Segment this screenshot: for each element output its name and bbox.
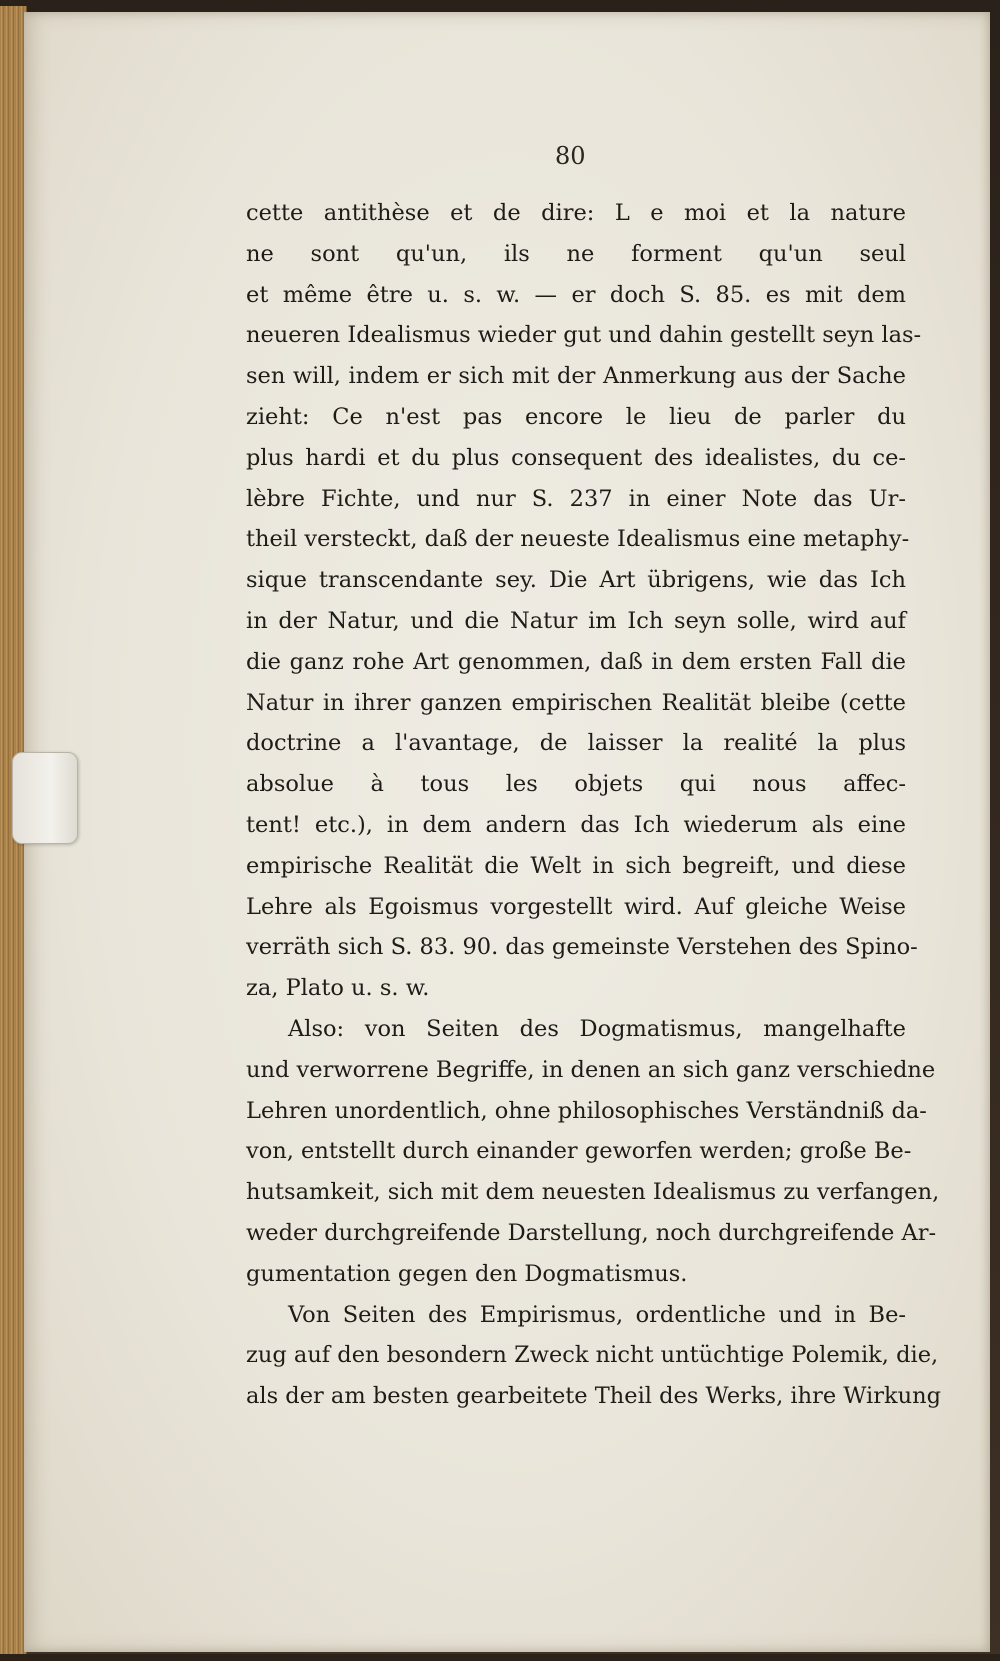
text-line: Von Seiten des Empirismus, ordentliche und in Be- [288, 1301, 906, 1328]
text-line: Also: von Seiten des Dogmatismus, mangelhafte [288, 1015, 906, 1042]
page-number: 80 [555, 142, 586, 170]
text-line: lèbre Fichte, und nur S. 237 in einer Note das Ur- [246, 485, 906, 512]
page-tab-marker [12, 752, 78, 844]
text-line: ne sont qu'un, ils ne forment qu'un seul [246, 240, 906, 267]
text-line: empirische Realität die Welt in sich begreift, und diese [246, 852, 906, 879]
text-line: doctrine a l'avantage, de laisser la realité la plus [246, 730, 906, 757]
text-line: hutsamkeit, sich mit dem neuesten Idealismus zu verfangen, [246, 1179, 940, 1206]
text-line: Lehre als Egoismus vorgestellt wird. Auf gleiche Weise [246, 893, 906, 920]
text-line: gumentation gegen den Dogmatismus. [246, 1260, 688, 1287]
body-text [246, 193, 942, 1417]
text-line: tent! etc.), in dem andern das Ich wiederum als eine [246, 811, 906, 838]
scan-bottom-edge [0, 1654, 1000, 1661]
text-line: von, entstellt durch einander geworfen werden; große Be- [246, 1138, 912, 1165]
text-line: die ganz rohe Art genommen, daß in dem ersten Fall die [246, 648, 906, 675]
text-line: Lehren unordentlich, ohne philosophisches Verständniß da- [246, 1097, 927, 1124]
text-line: zug auf den besondern Zweck nicht untüchtige Polemik, die, [246, 1342, 939, 1369]
text-line: Natur in ihrer ganzen empirischen Realität bleibe (cette [246, 689, 906, 716]
text-line: plus hardi et du plus consequent des idealistes, du ce- [246, 444, 906, 471]
text-line: za, Plato u. s. w. [246, 975, 430, 1002]
text-line: theil versteckt, daß der neueste Idealismus eine metaphy- [246, 526, 910, 553]
text-line: in der Natur, und die Natur im Ich seyn solle, wird auf [246, 607, 906, 634]
text-line: neueren Idealismus wieder gut und dahin gestellt seyn las- [246, 322, 922, 349]
text-line: cette antithèse et de dire: L e moi et la nature [246, 200, 906, 226]
text-line: absolue à tous les objets qui nous affec- [246, 771, 906, 798]
text-line: sen will, indem er sich mit der Anmerkung aus der Sache [246, 363, 906, 390]
text-line: zieht: Ce n'est pas encore le lieu de parler du [246, 403, 906, 430]
text-line: et même être u. s. w. — er doch S. 85. es mit dem [246, 281, 906, 308]
text-line: verräth sich S. 83. 90. das gemeinste Verstehen des Spino- [246, 934, 918, 961]
text-line: sique transcendante sey. Die Art übrigens, wie das Ich [246, 567, 906, 594]
text-line: weder durchgreifende Darstellung, noch durchgreifende Ar- [246, 1219, 937, 1246]
text-line: und verworrene Begriffe, in denen an sich ganz verschiedne [246, 1056, 936, 1083]
text-line: als der am besten gearbeitete Theil des Werks, ihre Wirkung [246, 1383, 942, 1410]
